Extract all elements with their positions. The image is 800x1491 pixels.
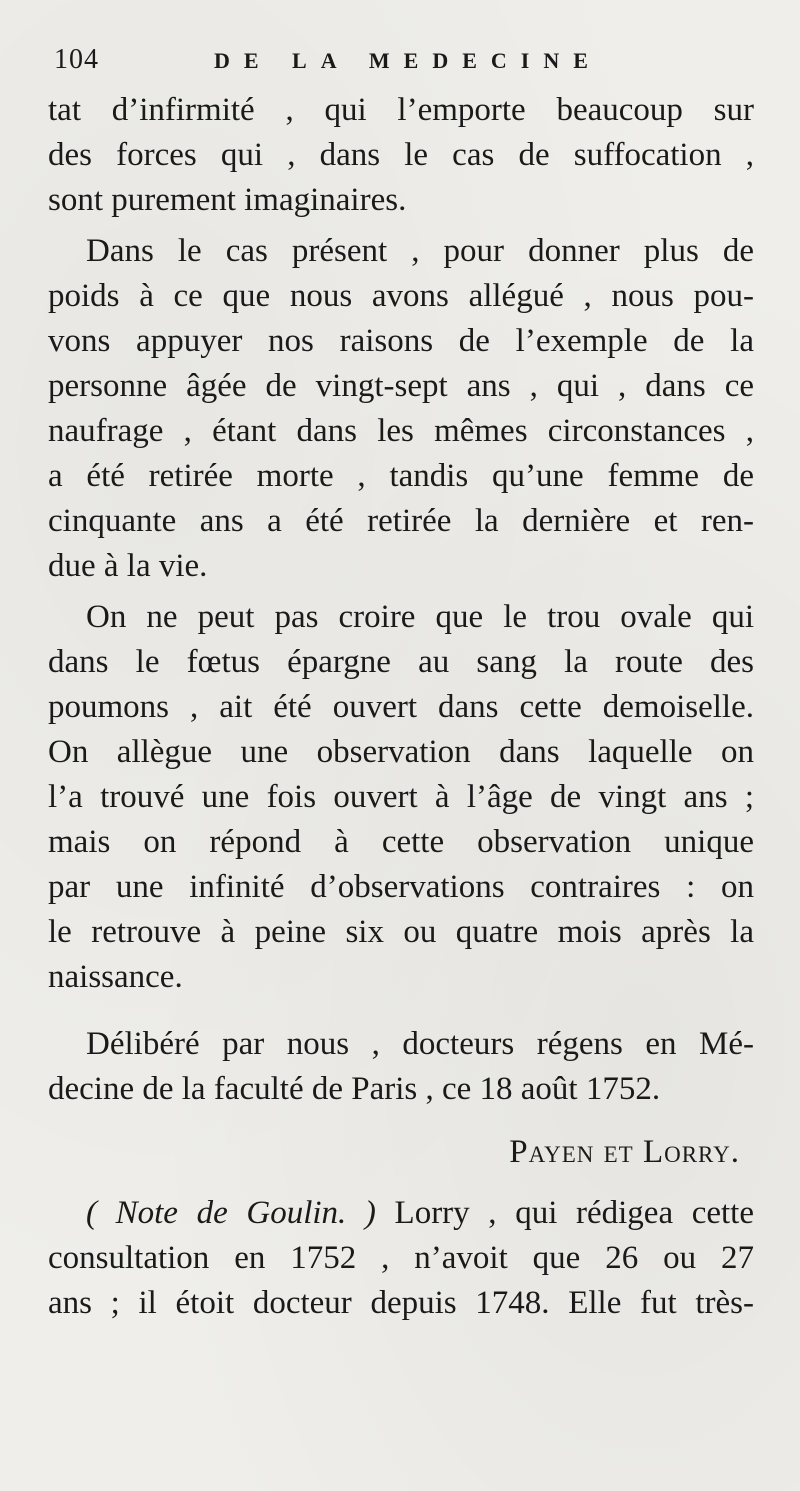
signature: Payen et Lorry. <box>509 1134 740 1170</box>
text-line: a été retirée morte , tandis qu’une femme de <box>48 458 754 494</box>
text-line: poumons , ait été ouvert dans cette demoiselle. <box>48 689 754 725</box>
text-line: personne âgée de vingt-sept ans , qui , dans ce <box>48 368 754 404</box>
text-line: tat d’infirmité , qui l’emporte beaucoup sur <box>48 92 754 128</box>
text-line: Dans le cas présent , pour donner plus de <box>86 233 754 269</box>
text-line: poids à ce que nous avons allégué , nous pou- <box>48 278 754 314</box>
text-line: sont purement imaginaires. <box>48 182 407 218</box>
text-line: le retrouve à peine six ou quatre mois après la <box>48 914 754 950</box>
text-line: On allègue une observation dans laquelle on <box>48 734 754 770</box>
text-line: vons appuyer nos raisons de l’exemple de la <box>48 323 754 359</box>
note-line <box>48 1191 754 1236</box>
text-line: l’a trouvé une fois ouvert à l’âge de vingt ans ; <box>48 779 754 815</box>
note-line: ans ; il étoit docteur depuis 1748. Elle fut très- <box>48 1285 754 1321</box>
running-head: DE LA MEDECINE <box>214 48 602 73</box>
text-line: naufrage , étant dans les mêmes circonstances , <box>48 413 754 449</box>
note-label: ( Note de Goulin. ) <box>86 1195 376 1231</box>
text-line: mais on répond à cette observation unique <box>48 824 754 860</box>
page-header <box>54 44 754 80</box>
text-line: dans le fœtus épargne au sang la route des <box>48 644 754 680</box>
text-line: naissance. <box>48 959 183 995</box>
text-line: Délibéré par nous , docteurs régens en Mé- <box>86 1026 754 1062</box>
text-line: decine de la faculté de Paris , ce 18 août 1752. <box>48 1071 661 1107</box>
text-line: des forces qui , dans le cas de suffocation , <box>48 137 754 173</box>
body-text <box>48 88 754 1326</box>
text-line: due à la vie. <box>48 548 208 584</box>
text-line: On ne peut pas croire que le trou ovale qui <box>86 599 754 635</box>
text-line: cinquante ans a été retirée la dernière et ren- <box>48 503 754 539</box>
page-number: 104 <box>54 44 99 75</box>
text-line: par une infinité d’observations contraires : on <box>48 869 754 905</box>
note-text: Lorry , qui rédigea cette <box>375 1195 754 1231</box>
note-line: consultation en 1752 , n’avoit que 26 ou 27 <box>48 1240 754 1276</box>
